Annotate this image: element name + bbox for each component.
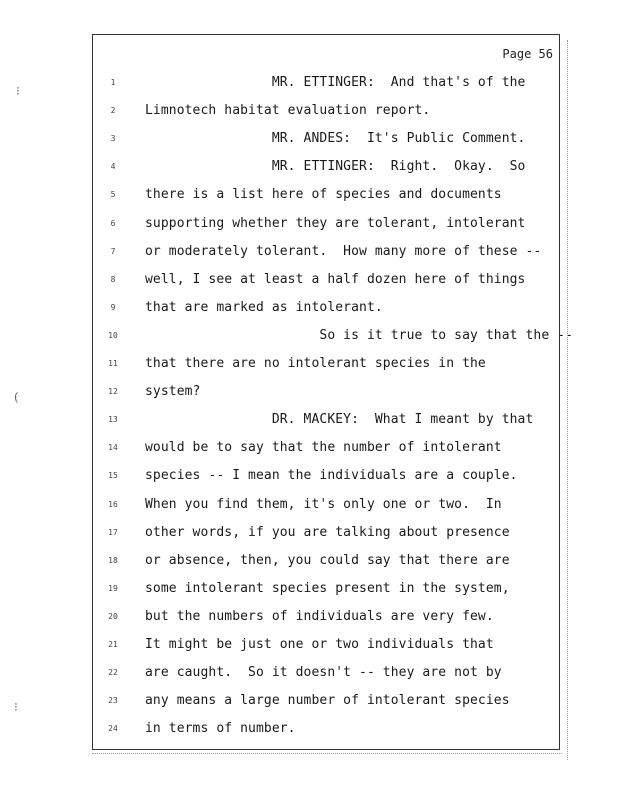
transcript-line: or moderately tolerant. How many more of these -- <box>145 243 542 259</box>
transcript-line: some intolerant species present in the system, <box>145 580 510 596</box>
scan-bottom-artifact <box>92 752 562 754</box>
transcript-line: other words, if you are talking about presence <box>145 524 510 540</box>
line-number: 1 <box>110 78 116 87</box>
line-number: 14 <box>108 443 118 453</box>
line-number: 24 <box>108 724 118 734</box>
line-number: 22 <box>108 668 118 678</box>
transcript-line: in terms of number. <box>145 721 296 737</box>
transcript-line: Limnotech habitat evaluation report. <box>145 103 431 119</box>
line-number: 10 <box>108 330 118 340</box>
line-number: 11 <box>108 359 118 368</box>
line-number: 23 <box>108 696 118 706</box>
transcript-line: So is it true to say that the -- <box>145 327 574 343</box>
line-number: 12 <box>108 387 118 397</box>
line-number: 8 <box>110 274 116 284</box>
transcript-line: MR. ANDES: It's Public Comment. <box>145 131 526 147</box>
line-number: 13 <box>108 415 118 425</box>
line-number: 20 <box>108 611 118 621</box>
transcript-line: that are marked as intolerant. <box>145 299 383 315</box>
line-number: 5 <box>110 190 116 200</box>
page-number: Page 56 <box>502 47 553 61</box>
line-number: 18 <box>108 555 118 565</box>
line-number: 9 <box>110 302 116 312</box>
line-number: 19 <box>108 583 118 593</box>
line-number: 6 <box>110 218 116 228</box>
line-number: 17 <box>108 527 118 537</box>
transcript-line: system? <box>145 384 201 400</box>
transcript-line: would be to say that the number of intolerant <box>145 440 502 456</box>
transcript-line: but the numbers of individuals are very few. <box>145 608 494 624</box>
transcript-line: that there are no intolerant species in the <box>145 356 486 371</box>
line-number: 7 <box>110 246 116 256</box>
line-number: 2 <box>110 106 116 116</box>
transcript-page <box>92 34 574 750</box>
transcript-line: or absence, then, you could say that there are <box>145 552 510 568</box>
transcript-line: DR. MACKEY: What I meant by that <box>145 412 534 428</box>
margin-hole-mark-middle: ( <box>14 390 19 404</box>
transcript-line: well, I see at least a half dozen here of things <box>145 271 526 287</box>
transcript-line: supporting whether they are tolerant, intolerant <box>145 215 526 231</box>
scan-edge-artifact <box>565 40 568 760</box>
transcript-line: It might be just one or two individuals that <box>145 637 494 652</box>
transcript-line: MR. ETTINGER: And that's of the <box>145 75 526 90</box>
transcript-line: are caught. So it doesn't -- they are not by <box>145 665 502 681</box>
line-number: 4 <box>110 162 116 172</box>
transcript-line: MR. ETTINGER: Right. Okay. So <box>145 159 526 175</box>
line-number: 3 <box>110 134 116 144</box>
transcript-line: When you find them, it's only one or two. In <box>145 496 502 512</box>
line-number: 15 <box>108 471 118 481</box>
transcript-line: species -- I mean the individuals are a couple. <box>145 468 518 484</box>
transcript-line: there is a list here of species and documents <box>145 187 502 203</box>
transcript-line: any means a large number of intolerant species <box>145 693 510 709</box>
margin-hole-mark-bottom: ⁝ <box>14 700 18 714</box>
margin-hole-mark-top: ⁝ <box>16 84 20 98</box>
line-number: 21 <box>108 640 118 649</box>
line-number: 16 <box>108 499 118 509</box>
